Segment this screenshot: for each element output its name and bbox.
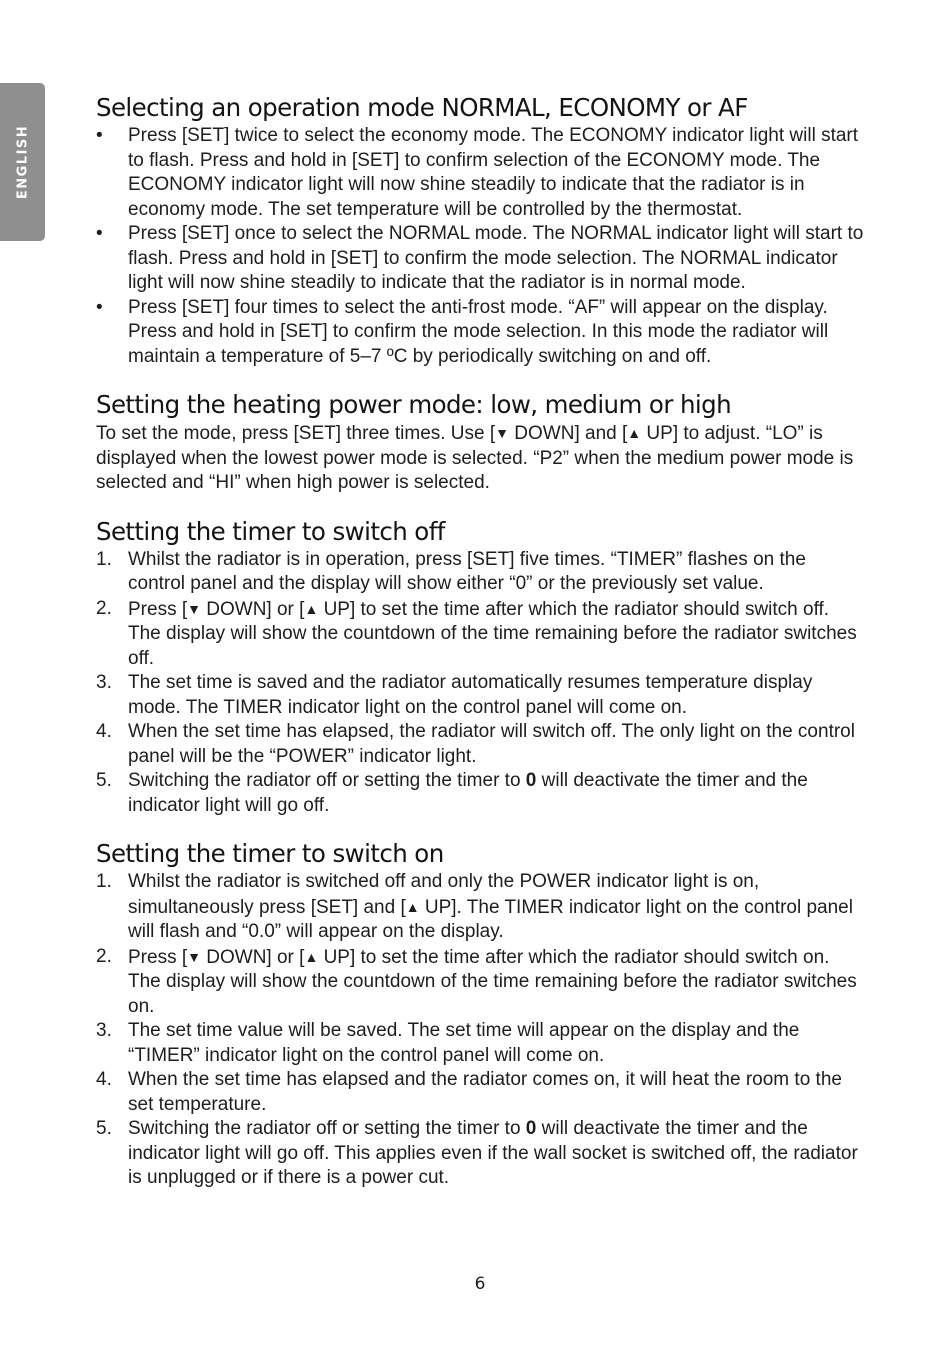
- number-marker: 4.: [96, 1069, 112, 1090]
- bullet-marker: •: [96, 223, 103, 244]
- number-marker: 5.: [96, 770, 112, 791]
- section-heading: Setting the heating power mode: low, medium or high: [96, 390, 731, 419]
- body-paragraph: [96, 421, 866, 496]
- text-run: DOWN] and [: [509, 423, 628, 444]
- number-marker: 2.: [96, 597, 112, 619]
- text-run: Switching the radiator off or setting the timer to: [128, 1118, 526, 1139]
- text-run: DOWN] or [: [200, 946, 305, 968]
- text-run: will deactivate the timer and the indicator light will go off.: [128, 770, 808, 816]
- down-arrow-icon: ▼: [495, 425, 510, 441]
- section-timer-off: [96, 516, 866, 819]
- text-run: UP] to adjust. “LO” is displayed when the lowest power mode is selected. “P2” when the medium power mode is selected and “HI” when high power is selected.: [96, 423, 854, 493]
- list-item: [96, 870, 866, 945]
- bullet-marker: •: [96, 296, 103, 318]
- number-marker: 2.: [96, 945, 112, 967]
- text-run: Switching the radiator off or setting the timer to: [128, 770, 526, 791]
- up-arrow-icon: ▲: [304, 948, 319, 965]
- bold-value: 0: [525, 770, 537, 791]
- number-marker: 3.: [96, 1020, 112, 1041]
- list-item: [96, 1019, 866, 1068]
- text-run: UP]. The TIMER indicator light on the control panel will flash and “0.0” will appear on the display.: [128, 896, 853, 942]
- number-marker: 4.: [96, 721, 112, 742]
- page-content: [96, 92, 866, 1191]
- list-item: [96, 548, 866, 597]
- number-marker: 5.: [96, 1118, 112, 1139]
- list-item-text: Press [SET] twice to select the economy mode. The ECONOMY indicator light will start to flash. Press and hold in [SET] to confirm selection of the ECONOMY mode. The ECONOMY indicator light will now shine steadily to indicate that the radiator is in economy mode. The set temperature will be controlled by the thermostat.: [128, 125, 859, 220]
- bullet-marker: •: [96, 125, 103, 146]
- list-item-text: Whilst the radiator is in operation, press [SET] five times. “TIMER” flashes on the control panel and the display will show either “0” or the previously set value.: [128, 548, 806, 594]
- text-run: To set the mode, press [SET] three times. Use [: [96, 423, 496, 444]
- up-arrow-icon: ▲: [405, 898, 420, 915]
- bold-value: 0: [525, 1118, 537, 1139]
- bullet-list: [96, 124, 866, 369]
- numbered-list: [96, 870, 866, 1191]
- list-item: [96, 1117, 866, 1191]
- text-run: Press [: [128, 946, 188, 968]
- up-arrow-icon: ▲: [304, 600, 319, 617]
- list-item-text: The set time is saved and the radiator automatically resumes temperature display mode. The TIMER indicator light on the control panel will come on.: [128, 672, 813, 718]
- list-item: [96, 769, 866, 818]
- language-tab: [0, 83, 45, 241]
- text-run: Whilst the radiator is switched off and only the POWER indicator light is on, simultaneously press [SET] and [: [128, 871, 760, 918]
- list-item: [96, 1068, 866, 1117]
- up-arrow-icon: ▲: [627, 425, 642, 441]
- list-item: [96, 124, 866, 222]
- number-marker: 1.: [96, 548, 112, 570]
- list-item-text: When the set time has elapsed and the radiator comes on, it will heat the room to the set temperature.: [128, 1069, 842, 1115]
- section-heading: Selecting an operation mode NORMAL, ECONOMY or AF: [96, 93, 748, 122]
- list-item: [96, 945, 866, 1020]
- numbered-list: [96, 548, 866, 819]
- list-item: [96, 222, 866, 296]
- down-arrow-icon: ▼: [187, 948, 201, 965]
- text-run: UP] to set the time after which the radiator should switch on. The display will show the countdown of the time remaining before the radiator switches on.: [128, 946, 857, 1017]
- section-heading: Setting the timer to switch on: [96, 839, 444, 868]
- language-tab-label: ENGLISH: [15, 124, 30, 200]
- list-item: [96, 296, 866, 370]
- text-run: Press [: [128, 598, 188, 620]
- text-run: UP] to set the time after which the radiator should switch off. The display will show the countdown of the time remaining before the radiator switches off.: [128, 598, 857, 669]
- text-run: will deactivate the timer and the indicator light will go off. This applies even if the wall socket is switched off, the radiator is unplugged or if there is a power cut.: [128, 1118, 858, 1188]
- list-item: [96, 671, 866, 720]
- section-heading: Setting the timer to switch off: [96, 516, 445, 546]
- page-number: 6: [474, 1274, 486, 1294]
- list-item-text: Press [SET] once to select the NORMAL mode. The NORMAL indicator light will start to flash. Press and hold in [SET] to confirm the mode selection. The NORMAL indicator light will now shine steadily to indicate that the radiator is in normal mode.: [128, 223, 864, 293]
- section-heating-power: [96, 389, 866, 496]
- list-item: [96, 720, 866, 769]
- section-operation-mode: [96, 92, 866, 369]
- list-item-text: Press [SET] four times to select the anti-frost mode. “AF” will appear on the display. Press and hold in [SET] to confirm the mode selection. In this mode the radiator will maintain a temperature of 5–7 ºC by periodically switching on and off.: [128, 296, 829, 367]
- number-marker: 3.: [96, 672, 112, 693]
- section-timer-on: [96, 838, 866, 1191]
- list-item: [96, 597, 866, 672]
- text-run: DOWN] or [: [200, 598, 305, 620]
- down-arrow-icon: ▼: [187, 600, 201, 617]
- list-item-text: The set time value will be saved. The set time will appear on the display and the “TIMER” indicator light on the control panel will come on.: [128, 1020, 800, 1066]
- list-item-text: When the set time has elapsed, the radiator will switch off. The only light on the control panel will be the “POWER” indicator light.: [128, 721, 855, 767]
- number-marker: 1.: [96, 871, 112, 892]
